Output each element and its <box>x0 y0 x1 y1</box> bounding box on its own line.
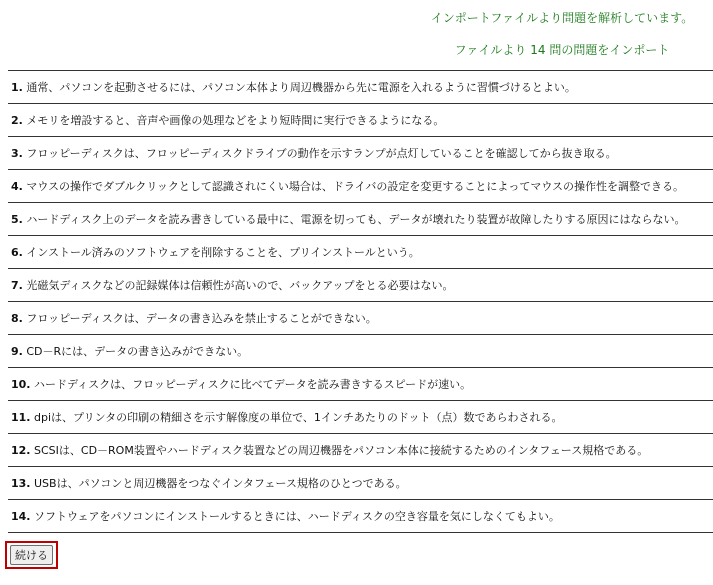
question-text: 通常、パソコンを起動させるには、パソコン本体より周辺機器から先に電源を入れるように習慣づけるとよい。 <box>26 81 576 94</box>
question-number: 13. <box>11 477 31 490</box>
question-row-8 <box>8 302 713 335</box>
question-number: 14. <box>11 510 31 523</box>
question-text: ソフトウェアをパソコンにインストールするときには、ハードディスクの空き容量を気にしなくてもよい。 <box>34 510 560 523</box>
question-text: ハードディスクは、フロッピーディスクに比べてデータを読み書きするスピードが速い。 <box>34 378 472 391</box>
question-row-11 <box>8 401 713 434</box>
question-text: ハードディスク上のデータを読み書きしている最中に、電源を切っても、データが壊れたり装置が故障したりする原因にはならない。 <box>26 213 686 226</box>
question-row-4 <box>8 170 713 203</box>
question-row-9 <box>8 335 713 368</box>
question-number: 6. <box>11 246 23 259</box>
question-number: 4. <box>11 180 23 193</box>
question-number: 9. <box>11 345 23 358</box>
question-number: 8. <box>11 312 23 325</box>
question-number: 3. <box>11 147 23 160</box>
question-row-1 <box>8 71 713 104</box>
question-row-10 <box>8 368 713 401</box>
question-number: 7. <box>11 279 23 292</box>
continue-button-highlight <box>5 541 58 569</box>
question-text: CD－Rには、データの書き込みができない。 <box>26 345 249 358</box>
question-text: dpiは、プリンタの印刷の精細さを示す解像度の単位で、1インチあたりのドット（点）数であらわされる。 <box>34 411 563 424</box>
question-row-12 <box>8 434 713 467</box>
question-text: フロッピーディスクは、フロッピーディスクドライブの動作を示すランプが点灯していることを確認してから抜き取る。 <box>26 147 617 160</box>
question-list <box>8 70 713 533</box>
question-text: SCSIは、CD－ROM装置やハードディスク装置などの周辺機器をパソコン本体に接続するためのインタフェース規格である。 <box>34 444 649 457</box>
question-row-6 <box>8 236 713 269</box>
question-row-14 <box>8 500 713 533</box>
question-row-3 <box>8 137 713 170</box>
question-text: メモリを増設すると、音声や画像の処理などをより短時間に実行できるようになる。 <box>26 114 445 127</box>
question-text: USBは、パソコンと周辺機器をつなぐインタフェース規格のひとつである。 <box>34 477 407 490</box>
question-number: 1. <box>11 81 23 94</box>
question-text: 光磁気ディスクなどの記録媒体は信頼性が高いので、バックアップをとる必要はない。 <box>26 279 454 292</box>
question-row-7 <box>8 269 713 302</box>
question-number: 5. <box>11 213 23 226</box>
question-number: 11. <box>11 411 31 424</box>
status-imported-text: ファイルより 14 問の問題をインポート <box>454 43 670 57</box>
continue-button[interactable]: 続ける <box>10 545 53 565</box>
question-row-13 <box>8 467 713 500</box>
question-number: 2. <box>11 114 23 127</box>
question-row-2 <box>8 104 713 137</box>
question-text: マウスの操作でダブルクリックとして認識されにくい場合は、ドライバの設定を変更することによってマウスの操作性を調整できる。 <box>26 180 685 193</box>
question-row-5 <box>8 203 713 236</box>
question-text: インストール済みのソフトウェアを削除することを、プリインストールという。 <box>26 246 420 259</box>
status-parsing-text: インポートファイルより問題を解析しています。 <box>430 11 694 25</box>
question-number: 10. <box>11 378 31 391</box>
question-number: 12. <box>11 444 31 457</box>
question-text: フロッピーディスクは、データの書き込みを禁止することができない。 <box>26 312 377 325</box>
